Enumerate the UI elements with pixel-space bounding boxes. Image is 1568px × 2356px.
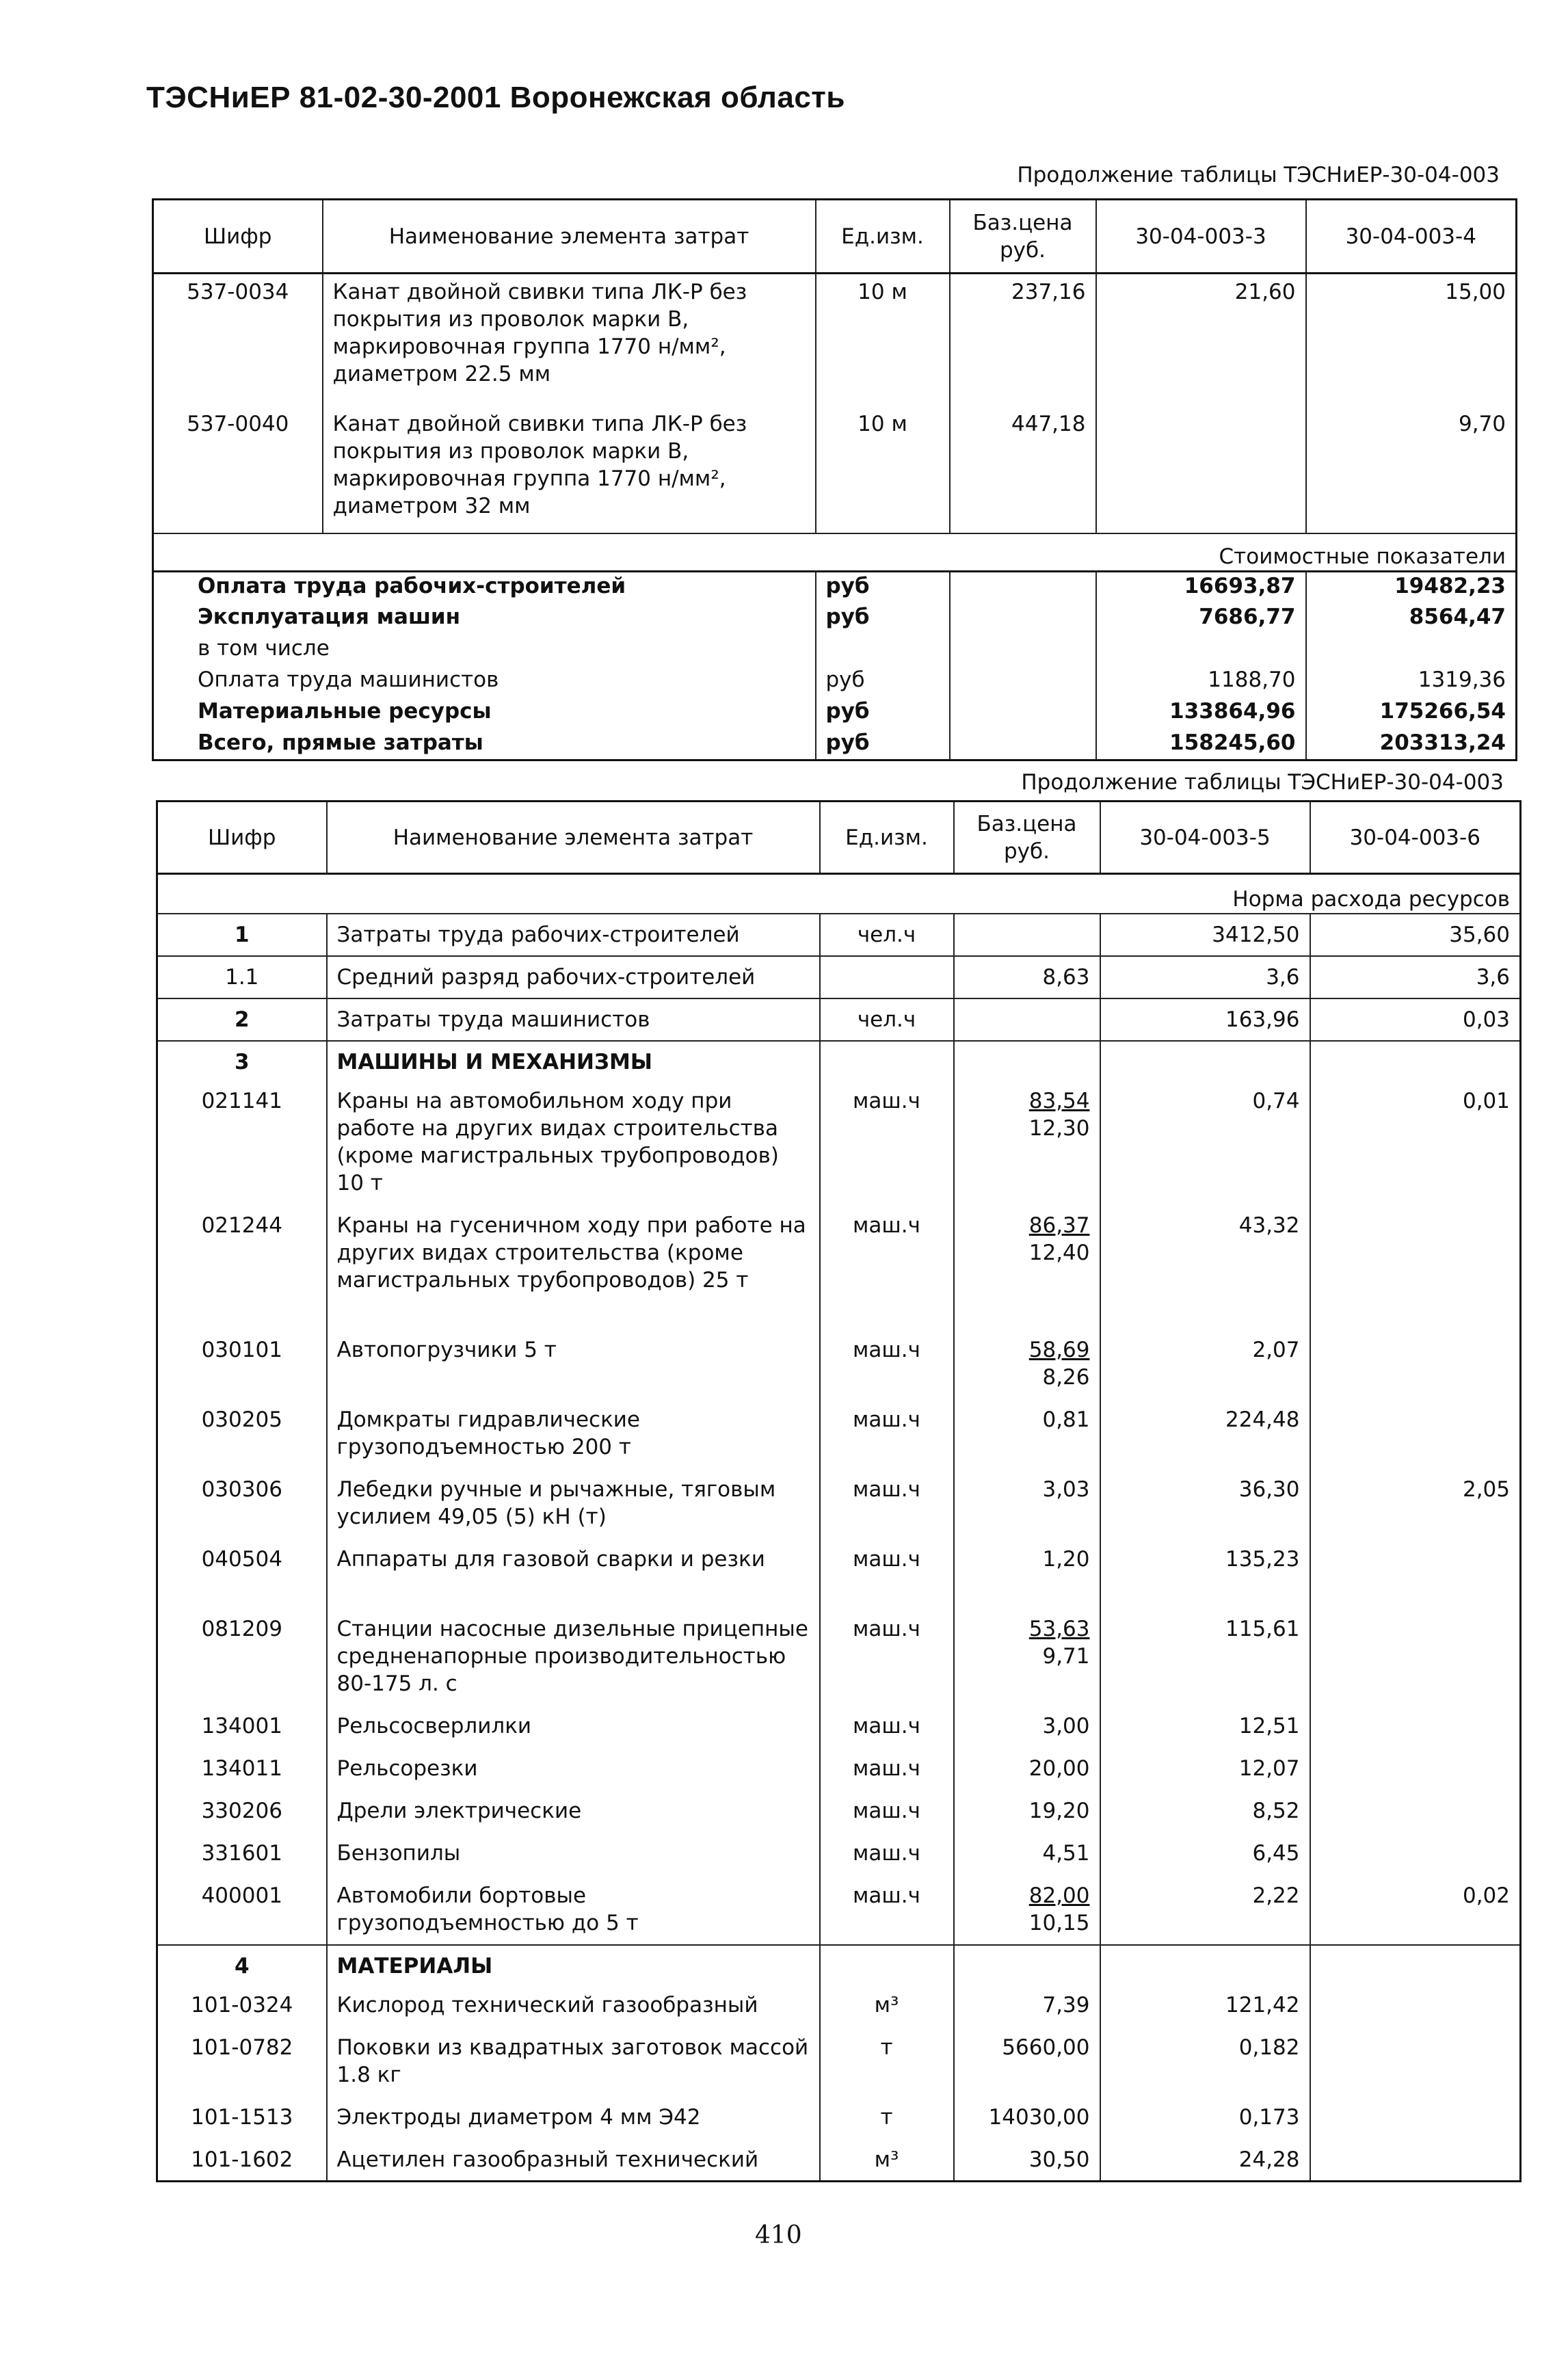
row-unit: м³ — [820, 2139, 954, 2182]
resource-table-2 — [156, 800, 1522, 2182]
row-code: 331601 — [201, 1840, 282, 1866]
table-row — [157, 2139, 1521, 2182]
row-name: Затраты труда рабочих-строителей — [327, 914, 820, 956]
price-value: 0,81 — [1042, 1407, 1090, 1432]
row-unit: маш.ч — [820, 1875, 954, 1945]
row-price — [954, 1706, 1100, 1748]
cost-value-2: 175266,54 — [1306, 698, 1517, 729]
row-value-2 — [1310, 2027, 1521, 2097]
row-value-1: 12,51 — [1100, 1706, 1310, 1748]
table-row — [157, 1609, 1521, 1706]
row-unit: маш.ч — [820, 1469, 954, 1539]
col-header-name: Наименование элемента затрат — [323, 200, 816, 274]
table-row — [157, 1469, 1521, 1539]
row-value-2 — [1310, 2139, 1521, 2182]
price-value: 20,00 — [1028, 1756, 1090, 1781]
row-price — [954, 914, 1100, 956]
section-row — [157, 914, 1521, 956]
table-row — [157, 1399, 1521, 1469]
row-code: 101-0782 — [191, 2035, 293, 2060]
row-unit: т — [820, 2027, 954, 2097]
row-name: Аппараты для газовой сварки и резки — [327, 1539, 820, 1609]
row-value-2 — [1310, 1985, 1521, 2027]
price-labor-value: 10,15 — [1028, 1910, 1090, 1935]
row-name: Автопогрузчики 5 т — [327, 1329, 820, 1399]
col-header-code-3: 30-04-003-3 — [1096, 200, 1306, 274]
row-price — [954, 956, 1100, 998]
price-value: 3,00 — [1042, 1713, 1090, 1738]
row-name — [323, 274, 816, 410]
row-code: 537-0040 — [187, 411, 289, 436]
section-row — [157, 1945, 1521, 1985]
row-value-1: 8,52 — [1100, 1790, 1310, 1833]
row-code: 021244 — [201, 1213, 282, 1238]
cost-unit: руб — [816, 666, 950, 698]
row-price — [954, 2097, 1100, 2139]
table2-body — [157, 914, 1521, 2182]
cost-price — [950, 698, 1096, 729]
row-unit: маш.ч — [820, 1609, 954, 1706]
col-header-unit: Ед.изм. — [816, 200, 950, 274]
cost-row — [153, 666, 1517, 698]
row-price — [954, 1609, 1100, 1706]
row-name: Кислород технический газообразный — [327, 1985, 820, 2027]
table-row — [157, 1875, 1521, 1945]
row-value-2 — [1310, 1539, 1521, 1609]
col-header-name: Наименование элемента затрат — [327, 802, 820, 874]
row-name: Бензопилы — [327, 1833, 820, 1875]
row-value-1: 2,22 — [1100, 1875, 1310, 1945]
row-value-2: 3,6 — [1310, 956, 1521, 998]
row-name: Домкраты гидравлические грузоподъемностью 200 т — [327, 1399, 820, 1469]
row-name-text: Канат двойной свивки типа ЛК-Р без покрытия из проволок марки В, маркировочная группа 1770 н/мм², диаметром 32 мм — [332, 411, 747, 518]
row-value-2 — [1310, 1041, 1521, 1081]
row-code: 134011 — [201, 1756, 282, 1781]
table-row — [157, 2027, 1521, 2097]
row-value-2: 15,00 — [1306, 274, 1517, 410]
row-code: 400001 — [201, 1883, 282, 1908]
row-value-2 — [1310, 1329, 1521, 1399]
row-value-1: 0,182 — [1100, 2027, 1310, 2097]
row-name: Автомобили бортовые грузоподъемностью до 5 т — [327, 1875, 820, 1945]
row-price — [954, 1205, 1100, 1329]
cost-label: в том числе — [198, 635, 330, 661]
col-header-code-4: 30-04-003-4 — [1306, 200, 1517, 274]
col-header-code-6: 30-04-003-6 — [1310, 802, 1521, 874]
row-price — [954, 1945, 1100, 1985]
cost-header-row — [153, 533, 1517, 572]
page-number: 410 — [755, 2221, 802, 2249]
table-row — [157, 1790, 1521, 1833]
row-name: Поковки из квадратных заготовок массой 1.8 кг — [327, 2027, 820, 2097]
col-header-price: Баз.цена руб. — [950, 200, 1096, 274]
cost-price — [950, 666, 1096, 698]
cost-label: Материальные ресурсы — [198, 698, 492, 724]
row-unit: маш.ч — [820, 1539, 954, 1609]
row-name: Дрели электрические — [327, 1790, 820, 1833]
price-value: 7,39 — [1042, 1992, 1090, 2017]
row-value-1 — [1100, 1945, 1310, 1985]
row-price — [954, 2139, 1100, 2182]
row-value-1: 12,07 — [1100, 1748, 1310, 1790]
row-unit: маш.ч — [820, 1706, 954, 1748]
cost-value-1: 7686,77 — [1096, 603, 1306, 635]
section-row — [157, 1041, 1521, 1081]
col-header-code-5: 30-04-003-5 — [1100, 802, 1310, 874]
norm-header: Норма расхода ресурсов — [157, 874, 1521, 914]
row-value-2 — [1310, 1790, 1521, 1833]
row-value-2: 2,05 — [1310, 1469, 1521, 1539]
row-value-1: 24,28 — [1100, 2139, 1310, 2182]
price-value: 3,03 — [1042, 1477, 1090, 1502]
row-unit: маш.ч — [820, 1081, 954, 1205]
cost-row — [153, 603, 1517, 635]
row-value-1: 43,32 — [1100, 1205, 1310, 1329]
table2-caption: Продолжение таблицы ТЭСНиЕР-30-04-003 — [1021, 770, 1504, 795]
row-name: Рельсорезки — [327, 1748, 820, 1790]
row-value-1: 3,6 — [1100, 956, 1310, 998]
price-value: 86,37 — [1028, 1213, 1090, 1238]
price-labor-value: 12,30 — [1028, 1115, 1090, 1141]
row-value-2 — [1310, 1205, 1521, 1329]
cost-unit: руб — [816, 729, 950, 760]
row-price — [954, 1875, 1100, 1945]
row-code: 537-0034 — [187, 280, 289, 304]
table1-header-row — [153, 200, 1517, 274]
row-code: 1 — [234, 922, 250, 947]
row-value-2: 0,02 — [1310, 1875, 1521, 1945]
cost-value-1: 16693,87 — [1096, 572, 1306, 603]
cost-value-2: 19482,23 — [1306, 572, 1517, 603]
cost-label: Всего, прямые затраты — [198, 730, 483, 755]
table-row — [157, 1329, 1521, 1399]
price-value: 53,63 — [1028, 1616, 1090, 1641]
row-value-2 — [1310, 1399, 1521, 1469]
row-code: 134001 — [201, 1713, 282, 1738]
row-name: Ацетилен газообразный технический — [327, 2139, 820, 2182]
table-row — [157, 1985, 1521, 2027]
price-value: 14030,00 — [988, 2104, 1090, 2130]
row-code: 2 — [157, 998, 327, 1041]
row-price — [954, 1399, 1100, 1469]
row-value-1: 2,07 — [1100, 1329, 1310, 1399]
cost-unit — [816, 635, 950, 666]
row-unit — [820, 956, 954, 998]
row-unit: маш.ч — [820, 1329, 954, 1399]
row-price — [954, 1329, 1100, 1399]
table-row — [157, 1539, 1521, 1609]
row-code: 330206 — [201, 1798, 282, 1823]
row-name: Электроды диаметром 4 мм Э42 — [327, 2097, 820, 2139]
row-unit: м³ — [820, 1985, 954, 2027]
price-value: 8,63 — [1042, 964, 1090, 990]
row-name-text: Канат двойной свивки типа ЛК-Р без покрытия из проволок марки В, маркировочная группа 1770 н/мм², диаметром 22.5 мм — [332, 280, 747, 386]
table-row — [157, 1833, 1521, 1875]
cost-value-2: 1319,36 — [1306, 666, 1517, 698]
cost-row — [153, 635, 1517, 666]
row-unit: маш.ч — [820, 1205, 954, 1329]
cost-label: Оплата труда рабочих-строителей — [198, 574, 626, 598]
cost-value-2 — [1306, 635, 1517, 666]
price-value: 58,69 — [1028, 1337, 1090, 1362]
row-code: 101-0324 — [191, 1992, 293, 2017]
cost-value-2: 203313,24 — [1306, 729, 1517, 760]
row-value-2 — [1310, 1945, 1521, 1985]
row-price — [954, 998, 1100, 1041]
row-name: Затраты труда машинистов — [327, 998, 820, 1041]
row-price — [954, 1081, 1100, 1205]
row-price — [954, 1748, 1100, 1790]
row-value-1 — [1100, 1041, 1310, 1081]
row-value-2: 9,70 — [1306, 410, 1517, 533]
row-value-1: 115,61 — [1100, 1609, 1310, 1706]
price-labor-value: 12,40 — [1028, 1240, 1090, 1265]
row-value-1: 21,60 — [1096, 274, 1306, 410]
row-value-1 — [1096, 410, 1306, 533]
row-code: 030205 — [201, 1407, 282, 1432]
price-value: 30,50 — [1028, 2147, 1090, 2172]
section-row — [157, 998, 1521, 1041]
row-price: 237,16 — [950, 274, 1096, 410]
row-price — [954, 1469, 1100, 1539]
cost-price — [950, 635, 1096, 666]
cost-unit: руб — [816, 603, 950, 635]
row-code: 030101 — [201, 1337, 282, 1362]
price-labor-value: 9,71 — [1042, 1643, 1090, 1669]
row-price — [954, 1539, 1100, 1609]
row-name: Краны на автомобильном ходу при работе на других видах строительства (кроме магистральных трубопроводов) 10 т — [327, 1081, 820, 1205]
row-unit: маш.ч — [820, 1833, 954, 1875]
table2-header-row — [157, 802, 1521, 874]
row-price — [954, 2027, 1100, 2097]
row-value-2 — [1310, 1609, 1521, 1706]
row-unit: 10 м — [816, 410, 950, 533]
row-price — [954, 1790, 1100, 1833]
cost-value-1: 1188,70 — [1096, 666, 1306, 698]
row-price — [954, 1833, 1100, 1875]
col-header-unit: Ед.изм. — [820, 802, 954, 874]
norm-header-row — [157, 874, 1521, 914]
table-row — [157, 956, 1521, 998]
price-value: 5660,00 — [1002, 2035, 1090, 2060]
table-row — [153, 410, 1517, 533]
cost-header: Стоимостные показатели — [153, 533, 1517, 572]
row-name: Рельсосверлилки — [327, 1706, 820, 1748]
row-name: Средний разряд рабочих-строителей — [327, 956, 820, 998]
cost-price — [950, 729, 1096, 760]
resource-table-1 — [152, 198, 1517, 761]
row-unit — [820, 1041, 954, 1081]
table-row — [157, 1205, 1521, 1329]
row-unit: чел.ч — [820, 914, 954, 956]
row-unit: маш.ч — [820, 1790, 954, 1833]
col-header-price: Баз.цена руб. — [954, 802, 1100, 874]
row-price: 447,18 — [950, 410, 1096, 533]
row-unit: маш.ч — [820, 1748, 954, 1790]
row-value-2 — [1310, 1748, 1521, 1790]
row-value-2 — [1310, 2097, 1521, 2139]
cost-row — [153, 698, 1517, 729]
cost-value-1 — [1096, 635, 1306, 666]
row-value-1: 121,42 — [1100, 1985, 1310, 2027]
price-value: 83,54 — [1028, 1088, 1090, 1113]
row-code: 101-1513 — [191, 2104, 293, 2130]
row-code: 4 — [157, 1945, 327, 1985]
row-unit: маш.ч — [820, 1399, 954, 1469]
row-name: Станции насосные дизельные прицепные средненапорные производительностью 80-175 л. с — [327, 1609, 820, 1706]
row-value-2 — [1310, 1833, 1521, 1875]
row-name: Лебедки ручные и рычажные, тяговым усилием 49,05 (5) кН (т) — [327, 1469, 820, 1539]
row-name: МАТЕРИАЛЫ — [327, 1945, 820, 1985]
document-title: ТЭСНиЕР 81-02-30-2001 Воронежская область — [146, 81, 845, 114]
row-code: 030306 — [201, 1477, 282, 1502]
row-name: Краны на гусеничном ходу при работе на других видах строительства (кроме магистральных трубопроводов) 25 т — [327, 1205, 820, 1329]
row-value-1: 224,48 — [1100, 1399, 1310, 1469]
cost-price — [950, 603, 1096, 635]
row-value-2: 0,01 — [1310, 1081, 1521, 1205]
row-unit: 10 м — [816, 274, 950, 410]
row-value-1: 0,173 — [1100, 2097, 1310, 2139]
cost-unit: руб — [816, 572, 950, 603]
row-name: МАШИНЫ И МЕХАНИЗМЫ — [327, 1041, 820, 1081]
cost-row — [153, 729, 1517, 760]
cost-value-1: 158245,60 — [1096, 729, 1306, 760]
price-labor-value: 8,26 — [1042, 1364, 1090, 1390]
row-price — [954, 1985, 1100, 2027]
row-value-2: 35,60 — [1310, 914, 1521, 956]
table1-caption: Продолжение таблицы ТЭСНиЕР-30-04-003 — [1017, 163, 1500, 187]
row-value-1: 163,96 — [1100, 998, 1310, 1041]
col-header-code: Шифр — [204, 224, 272, 249]
row-value-1: 6,45 — [1100, 1833, 1310, 1875]
cost-row — [153, 572, 1517, 603]
col-header-code: Шифр — [208, 825, 276, 850]
cost-value-2: 8564,47 — [1306, 603, 1517, 635]
table-row — [153, 274, 1517, 410]
price-value: 1,20 — [1042, 1546, 1090, 1572]
price-value: 19,20 — [1028, 1798, 1090, 1823]
row-name — [323, 410, 816, 533]
row-value-1: 36,30 — [1100, 1469, 1310, 1539]
row-code: 101-1602 — [191, 2147, 293, 2172]
row-value-1: 0,74 — [1100, 1081, 1310, 1205]
price-value: 4,51 — [1042, 1840, 1090, 1866]
row-price — [954, 1041, 1100, 1081]
cost-value-1: 133864,96 — [1096, 698, 1306, 729]
price-value: 82,00 — [1028, 1883, 1090, 1908]
row-code: 3 — [157, 1041, 327, 1081]
row-unit: т — [820, 2097, 954, 2139]
cost-label: Оплата труда машинистов — [198, 667, 499, 692]
cost-label: Эксплуатация машин — [198, 604, 461, 629]
cost-unit: руб — [816, 698, 950, 729]
row-code: 021141 — [201, 1088, 282, 1113]
row-unit: чел.ч — [820, 998, 954, 1041]
table-row — [157, 2097, 1521, 2139]
row-value-1: 135,23 — [1100, 1539, 1310, 1609]
row-value-1: 3412,50 — [1100, 914, 1310, 956]
table-row — [157, 1748, 1521, 1790]
row-code: 040504 — [201, 1546, 282, 1572]
row-code: 1.1 — [157, 956, 327, 998]
row-value-2 — [1310, 1706, 1521, 1748]
table-row — [157, 1706, 1521, 1748]
table-row — [157, 1081, 1521, 1205]
row-unit — [820, 1945, 954, 1985]
cost-price — [950, 572, 1096, 603]
row-code: 081209 — [201, 1616, 282, 1641]
row-value-2: 0,03 — [1310, 998, 1521, 1041]
